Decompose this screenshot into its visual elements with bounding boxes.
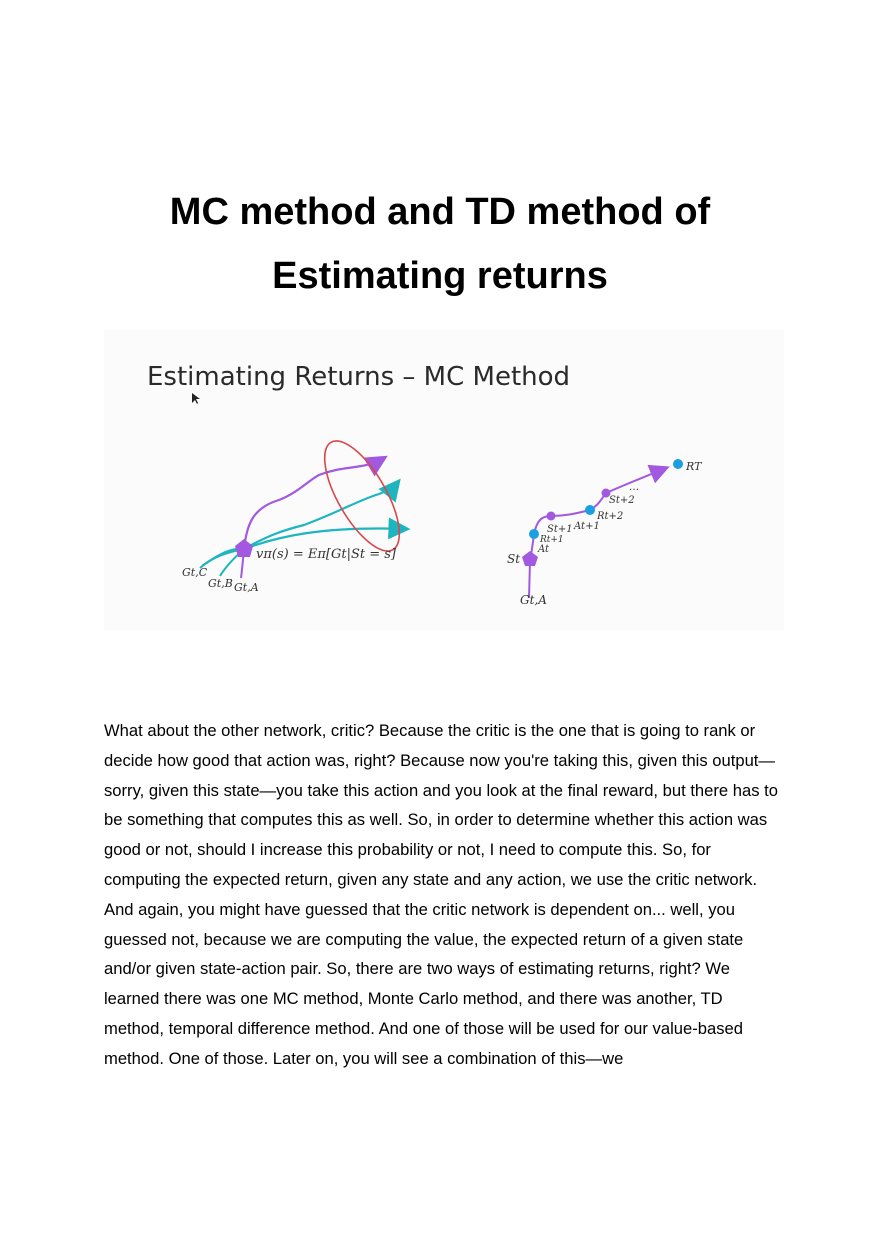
label-st: St <box>507 552 521 566</box>
reward-node-rt2 <box>585 505 595 515</box>
label-at1: At+1 <box>574 521 600 532</box>
label-rt2: Rt+2 <box>597 511 624 522</box>
slide-title: Estimating Returns – MC Method <box>147 362 571 392</box>
left-diagram <box>182 430 414 594</box>
page-title <box>0 180 880 308</box>
label-ellipsis: … <box>629 482 639 493</box>
value-formula: vπ(s) = Eπ[Gt|St = s] <box>256 547 396 562</box>
cursor-icon <box>192 393 200 404</box>
reward-node-rt <box>673 459 683 469</box>
title-line-1: MC method and TD method of <box>169 191 711 233</box>
label-gtc: Gt,C <box>182 566 208 579</box>
label-gta: Gt,A <box>234 581 259 594</box>
reward-node-rt1 <box>529 529 539 539</box>
title-line-2: Estimating returns <box>272 255 608 297</box>
label-gtb: Gt,B <box>208 577 233 590</box>
right-diagram <box>507 459 703 607</box>
target-ellipse <box>310 430 414 561</box>
state-node <box>235 539 253 557</box>
state-node-st <box>522 551 538 566</box>
state-node-st1 <box>547 512 556 521</box>
slide-figure <box>104 330 784 630</box>
trajectory-a <box>244 458 384 549</box>
label-rt-final: RT <box>686 460 702 473</box>
label-st1: St+1 <box>547 524 573 535</box>
label-gta-right: Gt,A <box>520 593 547 607</box>
label-at: At <box>538 544 550 555</box>
label-rt1: Rt+1 <box>540 535 564 545</box>
returns-diagram <box>104 330 784 630</box>
label-st2: St+2 <box>609 495 635 506</box>
trajectory-b <box>244 482 398 549</box>
body-paragraph: What about the other network, critic? Because the critic is the one that is going to rank or decide how good that action was, right? Because now you're taking this, given this output—sorry, given this state—you take this action and you look at the final reward, but there has to be something that computes this as well. So, in order to determine whether this action was good or not, should I increase this probability or not, I need to compute this. So, for computing the expected return, given any state and any action, we use the critic network. And again, you might have guessed that the critic network is dependent on... well, you guessed not, because we are computing the value, the expected return of a given state and/or given state-action pair. So, there are two ways of estimating returns, right? We learned there was one MC method, Monte Carlo method, and there was another, TD method, temporal difference method. And one of those will be used for our value-based method. One of those. Later on, you will see a combination of this—we <box>104 721 778 1068</box>
